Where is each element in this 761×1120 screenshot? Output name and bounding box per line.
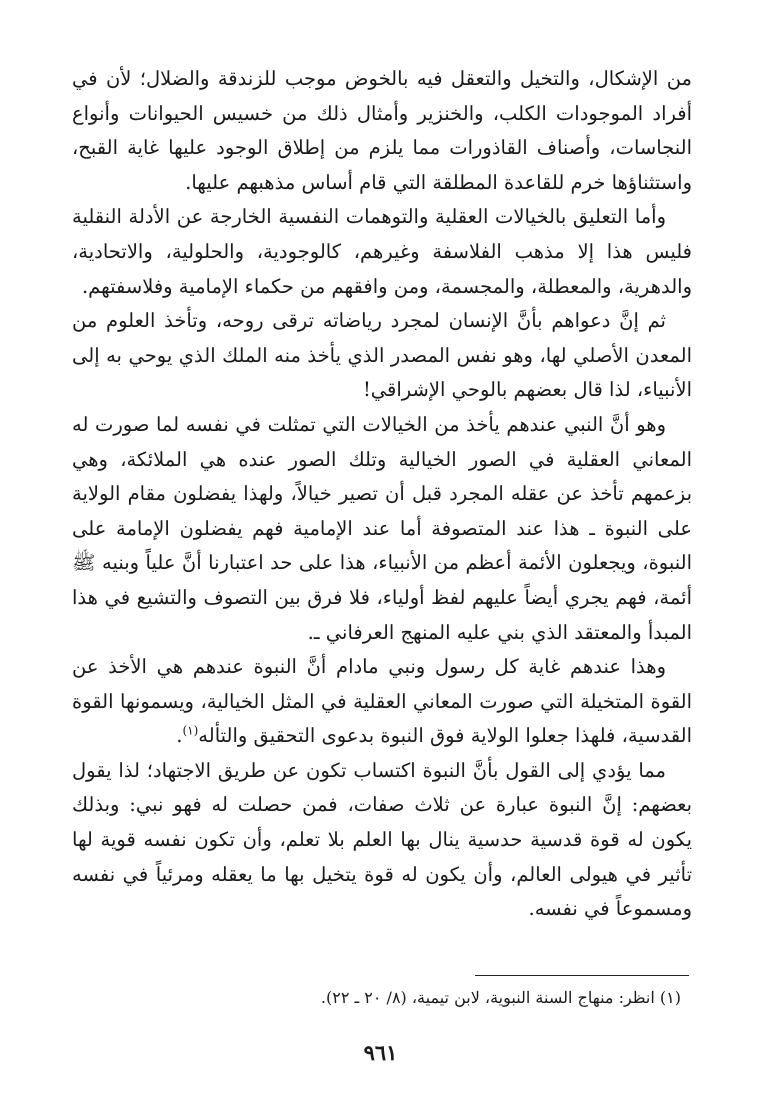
paragraph-1: من الإشكال، والتخيل والتعقل فيه بالخوض موجب للزندقة والضلال؛ لأن في أفراد الموجودات الكلب، والخنزير وأمثال ذلك من خسيس الحيوانات وأنواع النجاسات، وأصناف القاذورات مما يلزم من إطلاق الوجود عليها غاية القبح، واستثناؤها خرم للقاعدة المطلقة التي قام أساس مذهبهم عليها. <box>72 67 692 194</box>
body-text <box>72 62 692 927</box>
paragraph-3: ثم إنَّ دعواهم بأنَّ الإنسان لمجرد رياضاته ترقى روحه، وتأخذ العلوم من المعدن الأصلي لها، وهو نفس المصدر الذي يأخذ منه الملك الذي يوحي به إلى الأنبياء، لذا قال بعضهم بالوحي الإشراقي! <box>72 309 692 402</box>
paragraph-5 <box>72 650 692 754</box>
footnote-divider <box>475 975 689 976</box>
footnote-reference[interactable]: (١) <box>182 723 199 738</box>
paragraph-5-text: وهذا عندهم غاية كل رسول ونبي مادام أنَّ النبوة عندهم هي الأخذ عن القوة المتخيلة التي صورت المعاني العقلية في المثل الخيالية، ويسمونها القوة القدسية، فلهذا جعلوا الولاية فوق النبوة بدعوى التحقيق والتأله <box>72 655 692 748</box>
paragraph-6: مما يؤدي إلى القول بأنَّ النبوة اكتساب تكون عن طريق الاجتهاد؛ لذا يقول بعضهم: إنَّ النبوة عبارة عن ثلاث صفات، فمن حصلت له فهو نبي: وبذلك يكون له قوة قدسية حدسية ينال بها العلم بلا تعلم، وأن تكون نفسه قوية لها تأثير في هيولى العالم، وأن يكون له قوة يتخيل بها ما يعقله ومرئياً في نفسه ومسموعاً في نفسه. <box>72 758 692 921</box>
paragraph-2: وأما التعليق بالخيالات العقلية والتوهمات النفسية الخارجة عن الأدلة النقلية فليس هذا إلا مذهب الفلاسفة وغيرهم، كالوجودية، والحلولية، والاتحادية، والدهرية، والمعطلة، والمجسمة، ومن وافقهم من حكماء الإمامية وفلاسفتهم. <box>72 205 692 298</box>
paragraph-5-end: . <box>176 724 183 748</box>
page-number: ٩٦١ <box>363 1040 398 1065</box>
footnote: (١) انظر: منهاج السنة النبوية، لابن تيمية، (٨/ ٢٠ ـ ٢٢). <box>320 988 681 1007</box>
paragraph-4: وهو أنَّ النبي عندهم يأخذ من الخيالات التي تمثلت في نفسه لما صورت له المعاني العقلية في الصور الخيالية وتلك الصور عنده هي الملائكة، وهي بزعمهم تأخذ عن عقله المجرد قبل أن تصير خيالاً، ولهذا يفضلون مقام الولاية على النبوة ـ هذا عند المتصوفة أما عند الإمامية فهم يفضلون الإمامة على النبوة، ويجعلون الأئمة أعظم من الأنبياء، هذا على حد اعتبارنا أنَّ علياً وبنيه ﷺ أئمة، فهم يجري أيضاً عليهم لفظ أولياء، فلا فرق بين التصوف والتشيع في هذا المبدأ والمعتقد الذي بني عليه المنهج العرفاني ـ. <box>72 412 692 644</box>
